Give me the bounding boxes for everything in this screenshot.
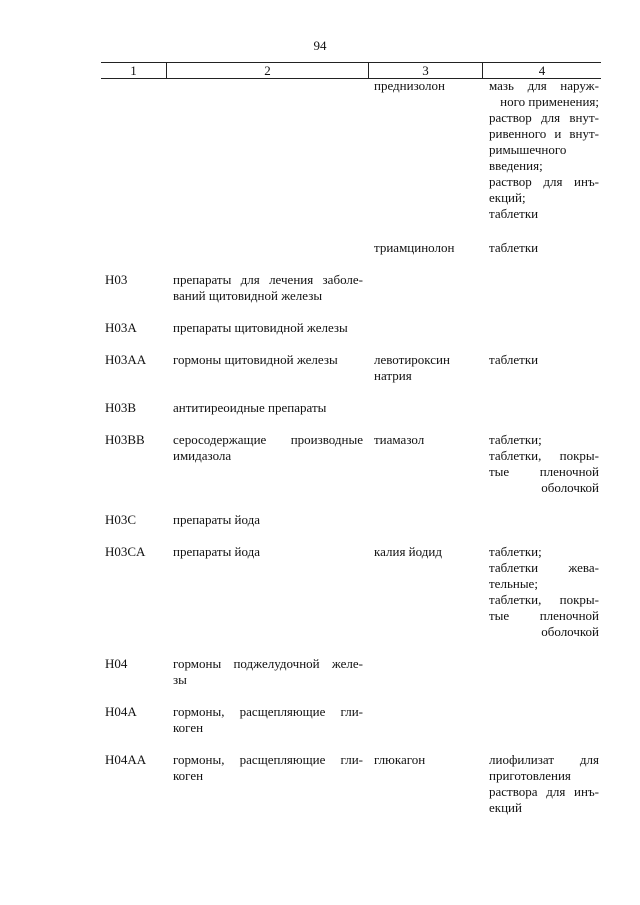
cell-line: римышечного <box>489 142 567 157</box>
cell-line: гормоны, расщепляющие гли- <box>173 704 363 719</box>
table-row <box>101 240 601 256</box>
group-name-cell <box>167 544 369 640</box>
cell-line: раствор для инъ- <box>489 174 599 189</box>
column-header-1: 1 <box>101 63 167 78</box>
drug-name-cell <box>369 704 483 736</box>
drug-name-cell <box>369 352 483 384</box>
table-row <box>101 512 601 528</box>
table-row <box>101 400 601 416</box>
dosage-form-cell <box>483 512 601 528</box>
cell-line: таблетки <box>489 352 539 367</box>
group-name-cell <box>167 272 369 304</box>
cell-line: введения; <box>489 158 543 173</box>
group-name-cell <box>167 78 369 222</box>
column-header-2: 2 <box>167 63 369 78</box>
dosage-form-cell <box>483 352 601 384</box>
atc-code-cell: H03C <box>105 512 137 527</box>
dosage-form-cell <box>483 272 601 304</box>
atc-code-cell: H03A <box>105 320 137 335</box>
cell-line: тые пленочной <box>489 608 599 623</box>
cell-line: коген <box>173 768 204 783</box>
cell-line: таблетки, покры- <box>489 448 599 463</box>
cell-line: натрия <box>374 368 412 383</box>
group-name-cell <box>167 752 369 816</box>
table-header <box>101 62 601 79</box>
table-row <box>101 78 601 222</box>
drug-name-cell <box>369 432 483 496</box>
cell-line: калия йодид <box>374 544 442 559</box>
cell-line: оболочкой <box>541 480 599 495</box>
dosage-form-cell <box>483 240 601 256</box>
atc-code-cell: H04 <box>105 656 128 671</box>
cell-line: таблетки жева- <box>489 560 599 575</box>
table-row <box>101 432 601 496</box>
cell-line: тиамазол <box>374 432 425 447</box>
group-name-cell <box>167 320 369 336</box>
cell-line: таблетки <box>489 240 539 255</box>
atc-code-cell: H04AA <box>105 752 147 767</box>
dosage-form-cell <box>483 400 601 416</box>
drug-name-cell <box>369 78 483 222</box>
drug-name-cell <box>369 240 483 256</box>
atc-code-cell: H03B <box>105 400 137 415</box>
atc-code-cell <box>101 240 167 256</box>
cell-line: оболочкой <box>541 624 599 639</box>
cell-line: таблетки <box>489 206 539 221</box>
table-row <box>101 352 601 384</box>
dosage-form-cell <box>483 432 601 496</box>
table-body <box>101 78 601 816</box>
column-header-3: 3 <box>369 63 483 78</box>
drug-name-cell <box>369 320 483 336</box>
cell-line: таблетки; <box>489 432 542 447</box>
dosage-form-cell <box>483 320 601 336</box>
cell-line: глюкагон <box>374 752 426 767</box>
cell-line: таблетки, покры- <box>489 592 599 607</box>
cell-line: имидазола <box>173 448 232 463</box>
dosage-form-cell <box>483 704 601 736</box>
cell-line: левотироксин <box>374 352 450 367</box>
table-row <box>101 272 601 304</box>
cell-line: ного применения; <box>500 94 599 109</box>
cell-line: триамцинолон <box>374 240 455 255</box>
atc-code-cell: H03AA <box>105 352 147 367</box>
cell-line: екций <box>489 800 522 815</box>
cell-line: ривенного и внут- <box>489 126 599 141</box>
drug-name-cell <box>369 272 483 304</box>
table-row <box>101 656 601 688</box>
cell-line: приготовления <box>489 768 571 783</box>
group-name-cell <box>167 512 369 528</box>
atc-code-cell: H03CA <box>105 544 146 559</box>
drug-name-cell <box>369 656 483 688</box>
drug-name-cell <box>369 512 483 528</box>
atc-code-cell: H04A <box>105 704 137 719</box>
column-header-4: 4 <box>538 63 546 78</box>
atc-code-cell <box>101 78 167 222</box>
cell-line: гормоны щитовидной железы <box>173 352 338 367</box>
cell-line: антитиреоидные препараты <box>173 400 327 415</box>
table-row <box>101 752 601 816</box>
cell-line: таблетки; <box>489 544 542 559</box>
table-row <box>101 544 601 640</box>
cell-line: преднизолон <box>374 78 445 93</box>
group-name-cell <box>167 240 369 256</box>
cell-line: препараты йода <box>173 544 261 559</box>
cell-line: препараты йода <box>173 512 261 527</box>
page-number: 94 <box>313 38 327 53</box>
cell-line: тые пленочной <box>489 464 599 479</box>
drug-name-cell <box>369 752 483 816</box>
atc-code-cell: H03BB <box>105 432 145 447</box>
table-row <box>101 704 601 736</box>
cell-line: препараты щитовидной железы <box>173 320 348 335</box>
group-name-cell <box>167 432 369 496</box>
cell-line: лиофилизат для <box>489 752 599 767</box>
dosage-form-cell <box>483 544 601 640</box>
cell-line: екций; <box>489 190 526 205</box>
cell-line: зы <box>173 672 187 687</box>
cell-line: раствор для внут- <box>489 110 599 125</box>
cell-line: раствора для инъ- <box>489 784 599 799</box>
drug-name-cell <box>369 544 483 640</box>
group-name-cell <box>167 704 369 736</box>
group-name-cell <box>167 352 369 384</box>
cell-line: ваний щитовидной железы <box>173 288 323 303</box>
cell-line: коген <box>173 720 204 735</box>
drug-name-cell <box>369 400 483 416</box>
dosage-form-cell <box>483 78 601 222</box>
cell-line: препараты для лечения заболе- <box>173 272 363 287</box>
dosage-form-cell <box>483 752 601 816</box>
cell-line: серосодержащие производные <box>173 432 363 447</box>
cell-line: мазь для наруж- <box>489 78 599 93</box>
group-name-cell <box>167 400 369 416</box>
atc-code-cell: H03 <box>105 272 128 287</box>
cell-line: гормоны поджелудочной желе- <box>173 656 363 671</box>
group-name-cell <box>167 656 369 688</box>
cell-line: гормоны, расщепляющие гли- <box>173 752 363 767</box>
cell-line: тельные; <box>489 576 538 591</box>
table-row <box>101 320 601 336</box>
dosage-form-cell <box>483 656 601 688</box>
